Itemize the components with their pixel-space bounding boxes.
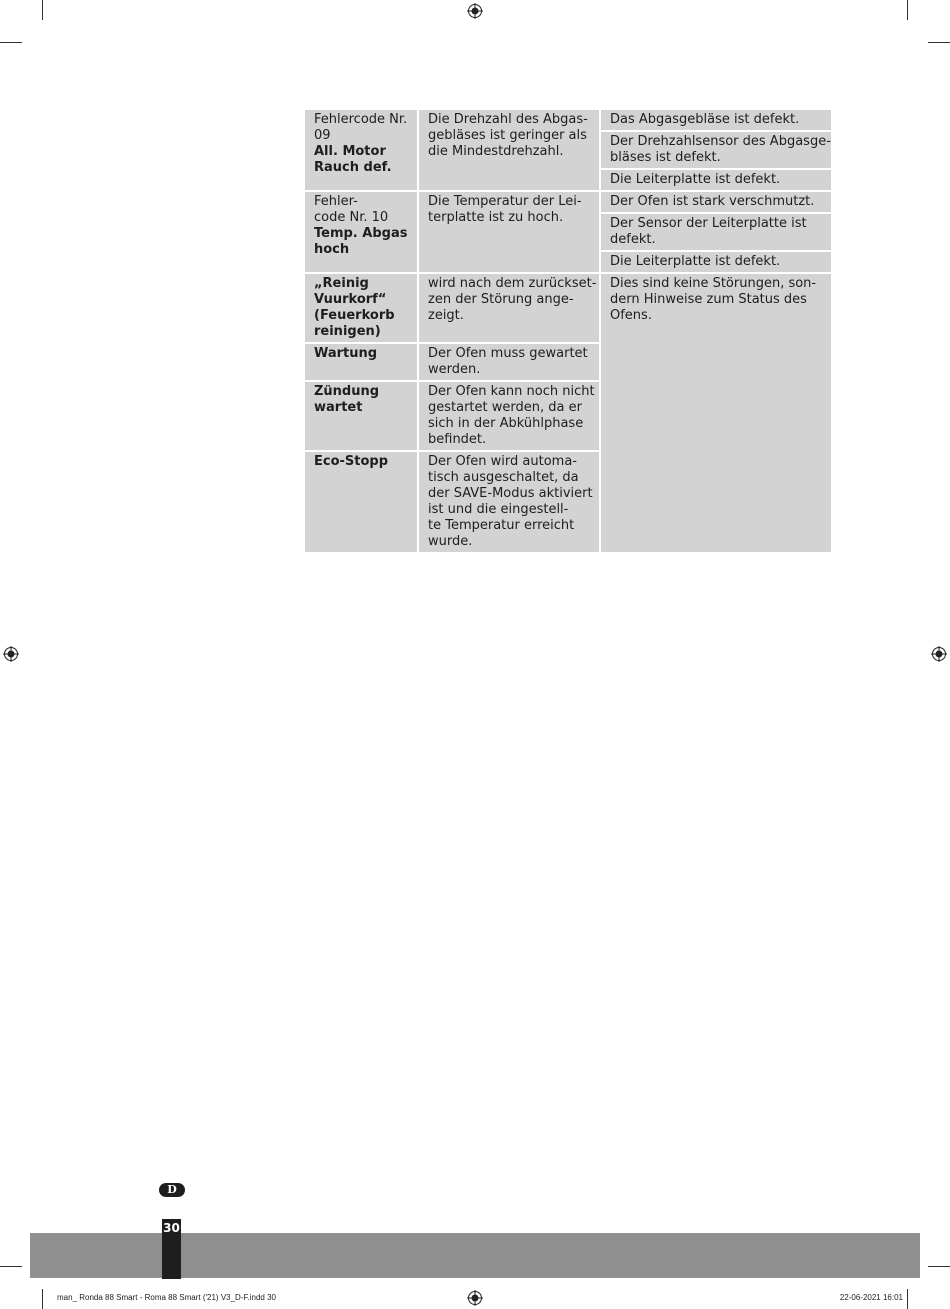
description-line: terplatte ist zu hoch. bbox=[428, 210, 564, 225]
description-line: Der Ofen muss gewartet bbox=[428, 346, 588, 361]
cause-line: Die Leiterplatte ist defekt. bbox=[610, 254, 781, 269]
cause-line: Der Drehzahlsensor des Abgasge- bbox=[610, 134, 831, 149]
status-label-cell bbox=[305, 382, 417, 450]
status-label-line: Eco-Stopp bbox=[314, 454, 389, 469]
registration-mark-icon bbox=[467, 3, 483, 19]
status-label-line: reinigen) bbox=[314, 324, 381, 339]
description-line: der SAVE-Modus aktiviert bbox=[428, 486, 593, 501]
crop-mark bbox=[0, 1266, 22, 1267]
cause-line: Der Sensor der Leiterplatte ist bbox=[610, 216, 807, 231]
crop-mark bbox=[928, 1266, 950, 1267]
error-code-cell bbox=[305, 110, 417, 190]
status-label-line: „Reinig bbox=[314, 276, 369, 291]
description-line: Die Drehzahl des Abgas- bbox=[428, 112, 588, 127]
registration-mark-icon bbox=[931, 646, 947, 662]
crop-mark bbox=[0, 42, 22, 43]
status-label-cell bbox=[305, 344, 417, 380]
description-line: gebläses ist geringer als bbox=[428, 128, 587, 143]
description-line: wird nach dem zurückset- bbox=[428, 276, 597, 291]
description-line: sich in der Abkühlphase bbox=[428, 416, 584, 431]
registration-mark-icon bbox=[467, 1290, 483, 1306]
error-code-cell bbox=[305, 192, 417, 272]
crop-mark bbox=[42, 0, 43, 20]
print-slug-timestamp: 22-06-2021 16:01 bbox=[839, 1293, 903, 1302]
cause-line: Die Leiterplatte ist defekt. bbox=[610, 172, 781, 187]
description-line: Der Ofen wird automa- bbox=[428, 454, 577, 469]
crop-mark bbox=[907, 1289, 908, 1309]
registration-mark-icon bbox=[3, 646, 19, 662]
cause-line: Das Abgasgebläse ist defekt. bbox=[610, 112, 800, 127]
cause-cell bbox=[601, 192, 831, 212]
status-note-cell bbox=[601, 274, 831, 552]
description-line: werden. bbox=[428, 362, 481, 377]
code-name-line: All. Motor bbox=[314, 144, 386, 159]
cause-cell bbox=[601, 214, 831, 250]
cause-line: defekt. bbox=[610, 232, 656, 247]
description-line: Der Ofen kann noch nicht bbox=[428, 384, 595, 399]
code-line: Fehlercode Nr. bbox=[314, 112, 408, 127]
status-label-line: wartet bbox=[314, 400, 363, 415]
print-slug-filename: man_ Ronda 88 Smart - Roma 88 Smart ('21) V3_D-F.indd 30 bbox=[57, 1293, 276, 1302]
description-line: te Temperatur erreicht bbox=[428, 518, 575, 533]
code-name-line: Rauch def. bbox=[314, 160, 392, 175]
crop-mark bbox=[928, 42, 950, 43]
status-label-cell bbox=[305, 274, 417, 342]
status-label-line: Vuurkorf“ bbox=[314, 292, 387, 307]
description-line: befindet. bbox=[428, 432, 487, 447]
cause-cell bbox=[601, 132, 831, 168]
cause-cell bbox=[601, 110, 831, 130]
code-line: 09 bbox=[314, 128, 331, 143]
error-description-cell bbox=[419, 110, 599, 190]
code-line: code Nr. 10 bbox=[314, 210, 389, 225]
description-line: gestartet werden, da er bbox=[428, 400, 582, 415]
code-line: Fehler- bbox=[314, 194, 358, 209]
code-name-line: hoch bbox=[314, 242, 350, 257]
status-description-cell bbox=[419, 382, 599, 450]
description-line: wurde. bbox=[428, 534, 473, 549]
crop-mark bbox=[907, 0, 908, 20]
status-label-line: Zündung bbox=[314, 384, 380, 399]
description-line: Die Temperatur der Lei- bbox=[428, 194, 582, 209]
language-badge: D bbox=[159, 1183, 185, 1197]
note-line: Ofens. bbox=[610, 308, 652, 323]
description-line: zen der Störung ange- bbox=[428, 292, 574, 307]
page-number: 30 bbox=[162, 1219, 181, 1279]
note-line: dern Hinweise zum Status des bbox=[610, 292, 807, 307]
status-label-line: Wartung bbox=[314, 346, 378, 361]
status-label-cell bbox=[305, 452, 417, 552]
description-line: zeigt. bbox=[428, 308, 464, 323]
status-description-cell bbox=[419, 344, 599, 380]
description-line: die Mindestdrehzahl. bbox=[428, 144, 564, 159]
status-description-cell bbox=[419, 452, 599, 552]
description-line: ist und die eingestell- bbox=[428, 502, 569, 517]
crop-mark bbox=[42, 1289, 43, 1309]
status-description-cell bbox=[419, 274, 599, 342]
cause-line: bläses ist defekt. bbox=[610, 150, 721, 165]
code-name-line: Temp. Abgas bbox=[314, 226, 408, 241]
note-line: Dies sind keine Störungen, son- bbox=[610, 276, 817, 291]
cause-line: Der Ofen ist stark verschmutzt. bbox=[610, 194, 815, 209]
cause-cell bbox=[601, 252, 831, 272]
error-description-cell bbox=[419, 192, 599, 272]
status-label-line: (Feuerkorb bbox=[314, 308, 395, 323]
cause-cell bbox=[601, 170, 831, 190]
description-line: tisch ausgeschaltet, da bbox=[428, 470, 579, 485]
